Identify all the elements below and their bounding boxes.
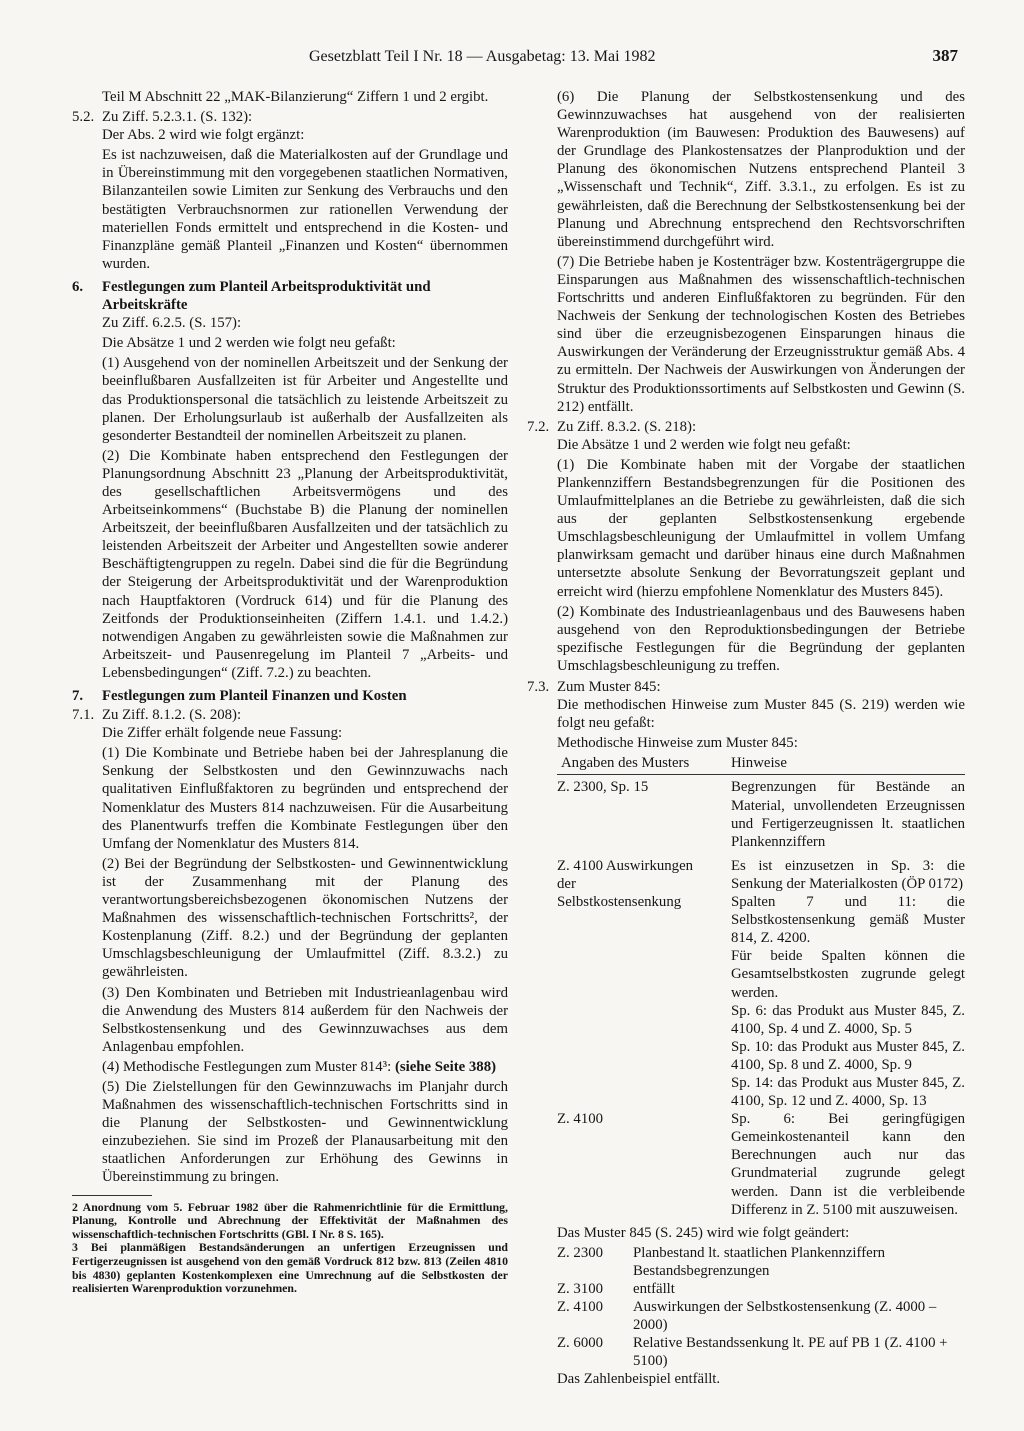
paragraph: (7) Die Betriebe haben je Kostenträger bzw. Kostenträgergruppe die Einsparungen aus Maßnahmen des wissenschaftlich-technischen Fortschritts und anderen Einflußfaktoren zu begründen. Für den Nachweis der Senkung der technologischen Kosten des Betriebes sind über die erzeugnisbezogenen Einsparungen hinaus die Auswirkungen der Veränderung der Erzeugnisstruktur gemäß Abs. 4 zu ermitteln. Der Nachweis der Auswirkungen von Änderungen der Struktur des Produktionssortiments auf Selbstkosten und Gewinn (S. 212) entfällt. (557, 253, 965, 415)
hint-line: Sp. 6: das Produkt aus Muster 845, Z. 4100, Sp. 4 und Z. 4000, Sp. 5 (731, 1002, 965, 1037)
left-column (72, 88, 508, 1296)
section-heading: Zu Ziff. 8.3.2. (S. 218): (557, 418, 697, 435)
section-number: 7. (72, 688, 84, 704)
section-7-3 (527, 678, 965, 696)
table-cell (731, 1110, 965, 1219)
table-row (557, 1334, 965, 1370)
hint-line: Sp. 10: das Produkt aus Muster 845, Z. 4100, Sp. 8 und Z. 4000, Sp. 9 (731, 1038, 965, 1073)
hinweise-table (557, 754, 965, 1218)
footnote-2: 2 Anordnung vom 5. Februar 1982 über die Rahmenrichtlinie für die Ermittlung, Planung, Kontrolle und Abrechnung der Effektivität der Maßnahmen des wissenschaftlich-technischen Fortschritts (GBl. I Nr. 8 S. 165). (72, 1199, 508, 1241)
paragraph: Die Ziffer erhält folgende neue Fassung: (102, 725, 343, 742)
table-row (557, 1298, 965, 1334)
hint-line: Für beide Spalten können die Gesamtselbstkosten zugrunde gelegt werden. (731, 948, 965, 1001)
paragraph: (2) Kombinate des Industrieanlagenbaus und des Bauwesens haben ausgehend von den Reproduktionsbedingungen der Betriebe spezifische Festlegungen für die Begründung der geplanten Umschlagsbeschleunigung zu treffen. (557, 603, 965, 674)
table-cell (731, 851, 965, 1110)
hint-line: Spalten 7 und 11: die Selbstkostensenkung gemäß Muster 814, Z. 4200. (731, 894, 965, 947)
paragraph: (2) Die Kombinate haben entsprechend den Festlegungen der Planungsordnung Abschnitt 23 „Planung der Arbeitsproduktivität, des gesellschaftlichen Arbeitsvermögens und des Arbeitseinkommens“ (Buchstabe B) die Planung der nominellen Arbeitszeit, der beeinflußbaren Ausfallzeiten und der tatsächlich zu leistenden Arbeitszeit der Arbeiter und Angestellten sowie anderer Beschäftigtengruppen zu regeln. Dabei sind die für die Begründung der Steigerung der Arbeitsproduktivität und der Warenproduktion nach Hauptfaktoren (Vordruck 614) und für die Planung des Zeitfonds der Produktionseinheiten (Ziffern 1.4.1. und 1.4.2.) notwendigen Angaben zu gewährleisten sowie die Maßnahmen zur Arbeitszeit- und Pausenregelung im Planteil 7 „Arbeits- und Lebensbedingungen“ (Ziff. 7.2.) zu beachten. (102, 447, 508, 681)
right-column (527, 88, 965, 1391)
paragraph: Zu Ziff. 6.2.5. (S. 157): (102, 315, 242, 332)
paragraph: Das Muster 845 (S. 245) wird wie folgt geändert: (557, 1224, 850, 1241)
section-5-2 (72, 108, 508, 126)
row-code: Z. 3100 (557, 1281, 604, 1297)
paragraph: (1) Die Kombinate haben mit der Vorgabe der staatlichen Plankennziffern Bestandsbegrenzungen für die Positionen des Umlaufmittelplanes an die Betriebe zu gewährleisten, daß die sich aus der geplanten Selbstkostensenkung ergebende Umschlagsbeschleunigung der Umlaufmittel in vollem Umfang planwirksam gemacht und darüber hinaus eine durch Maßnahmen untersetzte absolute Senkung der Bevorratungszeit geplant und erreicht wird (hierzu empfohlene Nomenklatur des Musters 845). (557, 456, 965, 600)
changes-table (557, 1244, 965, 1371)
table-cell: Z. 4100 (557, 1111, 604, 1128)
paragraph: Es ist nachzuweisen, daß die Materialkosten auf der Grundlage und in Übereinstimmung mit den vorgegebenen staatlichen Normativen, Bilanzanteilen sowie Limiten zur Senkung des Verbrauchs und den bestätigten Verbrauchsnormen zur rationellen Verwendung der materiellen Fonds ermittelt und entsprechend in die Kosten- und Finanzpläne gemäß Planteil „Finanzen und Kosten“ übernommen wurden. (102, 147, 508, 272)
table-cell (731, 775, 965, 851)
paragraph-text: (4) Methodische Festlegungen zum Muster 814³: (102, 1058, 392, 1075)
table-caption: Methodische Hinweise zum Muster 845: (557, 735, 798, 752)
section-heading: Festlegungen zum Planteil Finanzen und Kosten (102, 688, 407, 704)
table-cell: Z. 2300, Sp. 15 (557, 779, 649, 796)
paragraph: Die Absätze 1 und 2 werden wie folgt neu gefaßt: (102, 335, 396, 352)
column-header: Angaben des Musters (557, 754, 731, 775)
hint-line: Begrenzungen für Bestände an Material, unvollendeten Erzeugnissen und Fertigerzeugnissen lt. staatlichen Plankennziffern (731, 779, 965, 850)
section-7-1 (72, 706, 508, 724)
paragraph: (1) Ausgehend von der nominellen Arbeitszeit und der Senkung der beeinflußbaren Ausfallzeiten ist für Arbeiter und Angestellte und das Produktionspersonal die tatsächlich zu leistende Arbeitszeit zu planen. Der Erholungsurlaub ist außerhalb der Ausfallzeiten als gesonderter Bestandteil der nominellen Arbeitszeit zu planen. (102, 355, 508, 444)
section-number: 5.2. (72, 109, 95, 126)
row-code: Z. 2300 (557, 1244, 604, 1261)
paragraph: (3) Den Kombinaten und Betrieben mit Industrieanlagenbau wird die Anwendung des Musters 814 außerdem für den Nachweis der Selbstkostensenkung und des Gewinnzuwachses aus dem Anlagenbau empfohlen. (102, 984, 508, 1055)
paragraph: Der Abs. 2 wird wie folgt ergänzt: (102, 127, 305, 144)
section-heading: Zu Ziff. 5.2.3.1. (S. 132): (102, 109, 253, 126)
section-6 (72, 278, 508, 314)
section-heading: Zu Ziff. 8.1.2. (S. 208): (102, 707, 242, 724)
hint-line: Es ist einzusetzen in Sp. 3: die Senkung der Materialkosten (ÖP 0172) (731, 857, 965, 892)
paragraph: (2) Bei der Begründung der Selbstkosten- und Gewinnentwicklung ist der Zusammenhang mit der Planung des verantwortungsbereichsbezogenen ökonomischen Nutzens der Maßnahmen des wissenschaftlich-technischen Fortschritts², der Kostenplanung (Ziff. 8.2.) und der Begründung der geplanten Umschlagsbeschleunigung der Umlaufmittel (Ziff. 8.3.2.) zu gewährleisten. (102, 855, 508, 981)
table-row (557, 1110, 965, 1219)
section-heading: Zum Muster 845: (557, 679, 661, 695)
page-number: 387 (932, 46, 958, 65)
footnote-divider (72, 1195, 152, 1196)
table-header-row (557, 754, 965, 775)
section-number: 7.2. (527, 418, 550, 435)
section-7 (72, 687, 508, 705)
section-7-2 (527, 418, 965, 436)
paragraph: Teil M Abschnitt 22 „MAK-Bilanzierung“ Ziffern 1 und 2 ergibt. (102, 89, 489, 105)
footnote-3: 3 Bei planmäßigen Bestandsänderungen an unfertigen Erzeugnissen und Fertigerzeugnissen ist ausgehend von den gemäß Vordruck 812 bzw. 813 (Zeilen 4810 bis 4830) geplanten Kostenkomplexen eine Umrechnung auf die Selbstkosten der realisierten Warenproduktion vorzunehmen. (72, 1240, 508, 1296)
paragraph: (6) Die Planung der Selbstkostensenkung und des Gewinnzuwachses hat ausgehend von der realisierten Warenproduktion (im Bauwesen: Produktion des Bauwesens) auf der Grundlage des Plankostensatzes der Planproduktion und der Planung des ökonomischen Nutzens entsprechend Planteil 3 „Wissenschaft und Technik“, Ziff. 3.3.1., zu erfolgen. Es ist zu gewährleisten, daß die Berechnung der Selbstkostensenkung bei der Planung und Abrechnung entsprechend den Rechtsvorschriften übereinstimmend durchgeführt wird. (557, 89, 965, 250)
hint-line: Sp. 14: das Produkt aus Muster 845, Z. 4100, Sp. 12 und Z. 4000, Sp. 13 (731, 1074, 965, 1110)
column-header: Hinweise (731, 754, 965, 775)
row-text: entfällt (633, 1281, 675, 1297)
paragraph: (5) Die Zielstellungen für den Gewinnzuwachs im Planjahr durch Maßnahmen des wissenschaftlich-technischen Fortschritts sind in die Planung der Selbstkosten- und Gewinnentwicklung einzubeziehen. Sie sind im Prozeß der Planausarbeitung mit den staatlichen Anforderungen zur Erhöhung des Gewinns in Übereinstimmung zu bringen. (102, 1078, 508, 1186)
hint-line: Sp. 6: Bei geringfügigen Gemeinkostenanteil kann den Berechnungen auch nur das Grundmaterial zugrunde gelegt werden. Dann ist die verbleibende Differenz in Z. 5100 mit auszuweisen. (731, 1111, 965, 1218)
section-number: 6. (72, 278, 84, 295)
paragraph: Das Zahlenbeispiel entfällt. (557, 1371, 721, 1388)
table-row (557, 1280, 965, 1298)
header-title: Gesetzblatt Teil I Nr. 18 — Ausgabetag: 13. Mai 1982 (309, 48, 656, 65)
section-number: 7.3. (527, 679, 550, 695)
section-heading: Festlegungen zum Planteil Arbeitsproduktivität und Arbeitskräfte (102, 278, 431, 314)
paragraph: (1) Die Kombinate und Betriebe haben bei der Jahresplanung die Senkung der Selbstkosten und den Gewinnzuwachs nach qualitativen Einflußfaktoren zu begründen und entsprechend der Nomenklatur des Musters 814 nachzuweisen. Für die Ausarbeitung des Planentwurfs treffen die Kombinate Festlegungen über den Umfang der Nomenklatur des Musters 814. (102, 745, 508, 852)
cross-reference: (siehe Seite 388) (394, 1058, 497, 1075)
paragraph: Die Absätze 1 und 2 werden wie folgt neu gefaßt: (557, 436, 851, 453)
paragraph: Die methodischen Hinweise zum Muster 845 (S. 219) werden wie folgt neu gefaßt: (557, 697, 965, 732)
table-row (557, 775, 965, 851)
table-row (557, 1244, 965, 1280)
row-text: Auswirkungen der Selbstkostensenkung (Z. 4000 – 2000) (633, 1299, 937, 1334)
row-text: Planbestand lt. staatlichen Plankennziffern Bestandsbegrenzungen (633, 1244, 886, 1279)
row-code: Z. 6000 (557, 1335, 604, 1352)
row-text: Relative Bestandssenkung lt. PE auf PB 1 (Z. 4100 + 5100) (633, 1335, 948, 1370)
page-header (104, 46, 960, 72)
section-number: 7.1. (72, 707, 95, 724)
table-row (557, 851, 965, 1110)
row-code: Z. 4100 (557, 1299, 604, 1316)
paragraph (72, 1058, 508, 1076)
table-cell: Z. 4100 Auswirkungen der Selbstkostensenkung (557, 857, 694, 911)
